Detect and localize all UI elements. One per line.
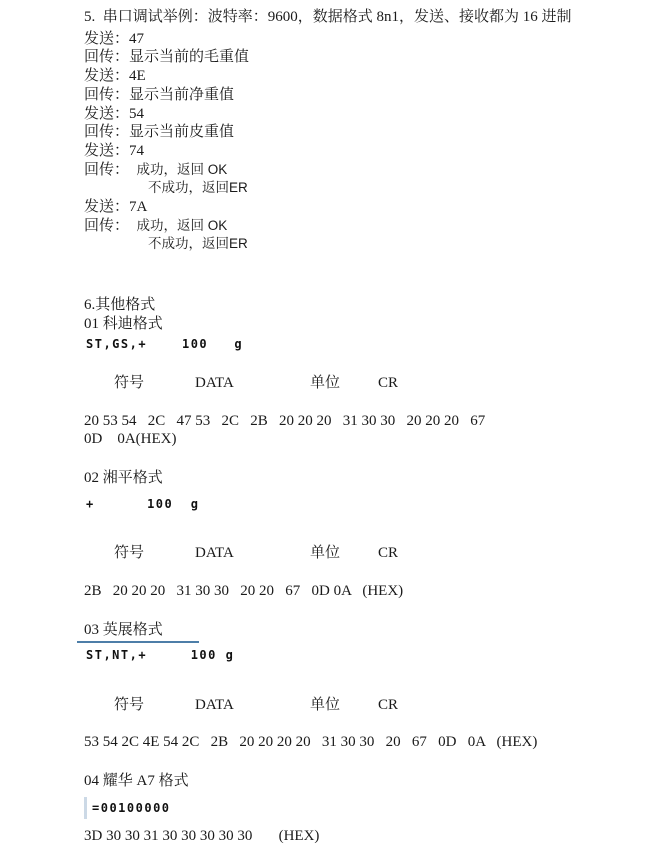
hex-line: 53 54 2C 4E 54 2C 2B 20 20 20 20 31 30 30 20 67 0D 0A (HEX) xyxy=(84,734,538,751)
lcd-display-row xyxy=(84,797,652,819)
lcd-display: ST,NT,+ 100 g xyxy=(86,648,235,663)
column-header-row xyxy=(84,677,652,733)
reply-value: 不成功，返回ER xyxy=(148,236,248,252)
section6-heading: 6.其他格式 xyxy=(84,297,156,314)
column-sign: 符号 xyxy=(114,696,145,713)
column-cr: CR xyxy=(378,375,399,392)
reply-continuation-line xyxy=(148,235,652,254)
send-line xyxy=(84,105,652,124)
send-value: 7A xyxy=(129,199,148,216)
selection-bar xyxy=(84,797,87,819)
send-line xyxy=(84,142,652,161)
column-unit: 单位 xyxy=(310,375,341,392)
column-cr: CR xyxy=(378,696,399,713)
reply-line xyxy=(84,86,652,105)
send-label: 发送： xyxy=(84,68,130,85)
column-unit: 单位 xyxy=(310,696,341,713)
reply-label: 回传： xyxy=(84,86,130,103)
reply-label: 回传： xyxy=(84,217,130,234)
column-data: DATA xyxy=(195,545,234,562)
lcd-display: + 100 g xyxy=(86,496,200,511)
send-line xyxy=(84,198,652,217)
column-unit: 单位 xyxy=(310,545,341,562)
format-title: 02 湘平格式 xyxy=(84,470,163,487)
reply-label: 回传： xyxy=(84,124,130,141)
section5-heading: 5. 串口调试举例：波特率：9600，数据格式 8n1，发送、接收都为 16 进制 xyxy=(84,9,572,25)
reply-value: 成功，返回 OK xyxy=(129,161,228,177)
format-xiangping xyxy=(84,469,652,601)
column-cr: CR xyxy=(378,545,399,562)
section-serial-debug xyxy=(84,8,652,254)
format-yaohua-a7 xyxy=(84,772,652,845)
reply-value: 成功，返回 OK xyxy=(129,217,228,233)
format-kedi xyxy=(84,315,652,449)
reply-line xyxy=(84,161,652,180)
column-data: DATA xyxy=(195,375,234,392)
reply-label: 回传： xyxy=(84,49,130,66)
hex-line: 0D 0A(HEX) xyxy=(84,431,177,448)
send-label: 发送： xyxy=(84,142,130,159)
reply-value: 显示当前皮重值 xyxy=(129,124,235,141)
column-data: DATA xyxy=(195,696,234,713)
reply-continuation-line xyxy=(148,179,652,198)
reply-line xyxy=(84,217,652,236)
reply-line xyxy=(84,123,652,142)
format-title: 01 科迪格式 xyxy=(84,315,163,332)
column-header-row xyxy=(84,356,652,412)
format-yingzhan xyxy=(84,621,652,753)
send-value: 54 xyxy=(129,105,145,122)
lcd-display: =00100000 xyxy=(92,800,171,815)
reply-value: 显示当前净重值 xyxy=(129,86,235,103)
send-line xyxy=(84,67,652,86)
send-label: 发送： xyxy=(84,199,130,216)
section-other-formats xyxy=(84,296,652,845)
format-title: 04 耀华 A7 格式 xyxy=(84,773,189,790)
send-value: 74 xyxy=(129,142,145,159)
send-label: 发送： xyxy=(84,30,130,47)
send-label: 发送： xyxy=(84,105,130,122)
format-title xyxy=(84,621,652,644)
lcd-display: ST,GS,+ 100 g xyxy=(86,336,244,351)
hex-line: 3D 30 30 31 30 30 30 30 30 (HEX) xyxy=(84,827,320,844)
send-value: 47 xyxy=(129,30,145,47)
reply-line xyxy=(84,48,652,67)
column-sign: 符号 xyxy=(114,545,145,562)
hex-line: 2B 20 20 20 31 30 30 20 20 67 0D 0A (HEX) xyxy=(84,582,404,599)
reply-label: 回传： xyxy=(84,161,130,178)
hex-line: 20 53 54 2C 47 53 2C 2B 20 20 20 31 30 30 20 20 20 67 xyxy=(84,412,486,429)
send-value: 4E xyxy=(129,68,146,85)
reply-value: 不成功，返回ER xyxy=(148,180,248,196)
format-title-underlined: 03 英展格式 xyxy=(77,621,199,644)
column-header-row xyxy=(84,526,652,582)
column-sign: 符号 xyxy=(114,375,145,392)
reply-value: 显示当前的毛重值 xyxy=(129,49,250,66)
send-line xyxy=(84,30,652,49)
